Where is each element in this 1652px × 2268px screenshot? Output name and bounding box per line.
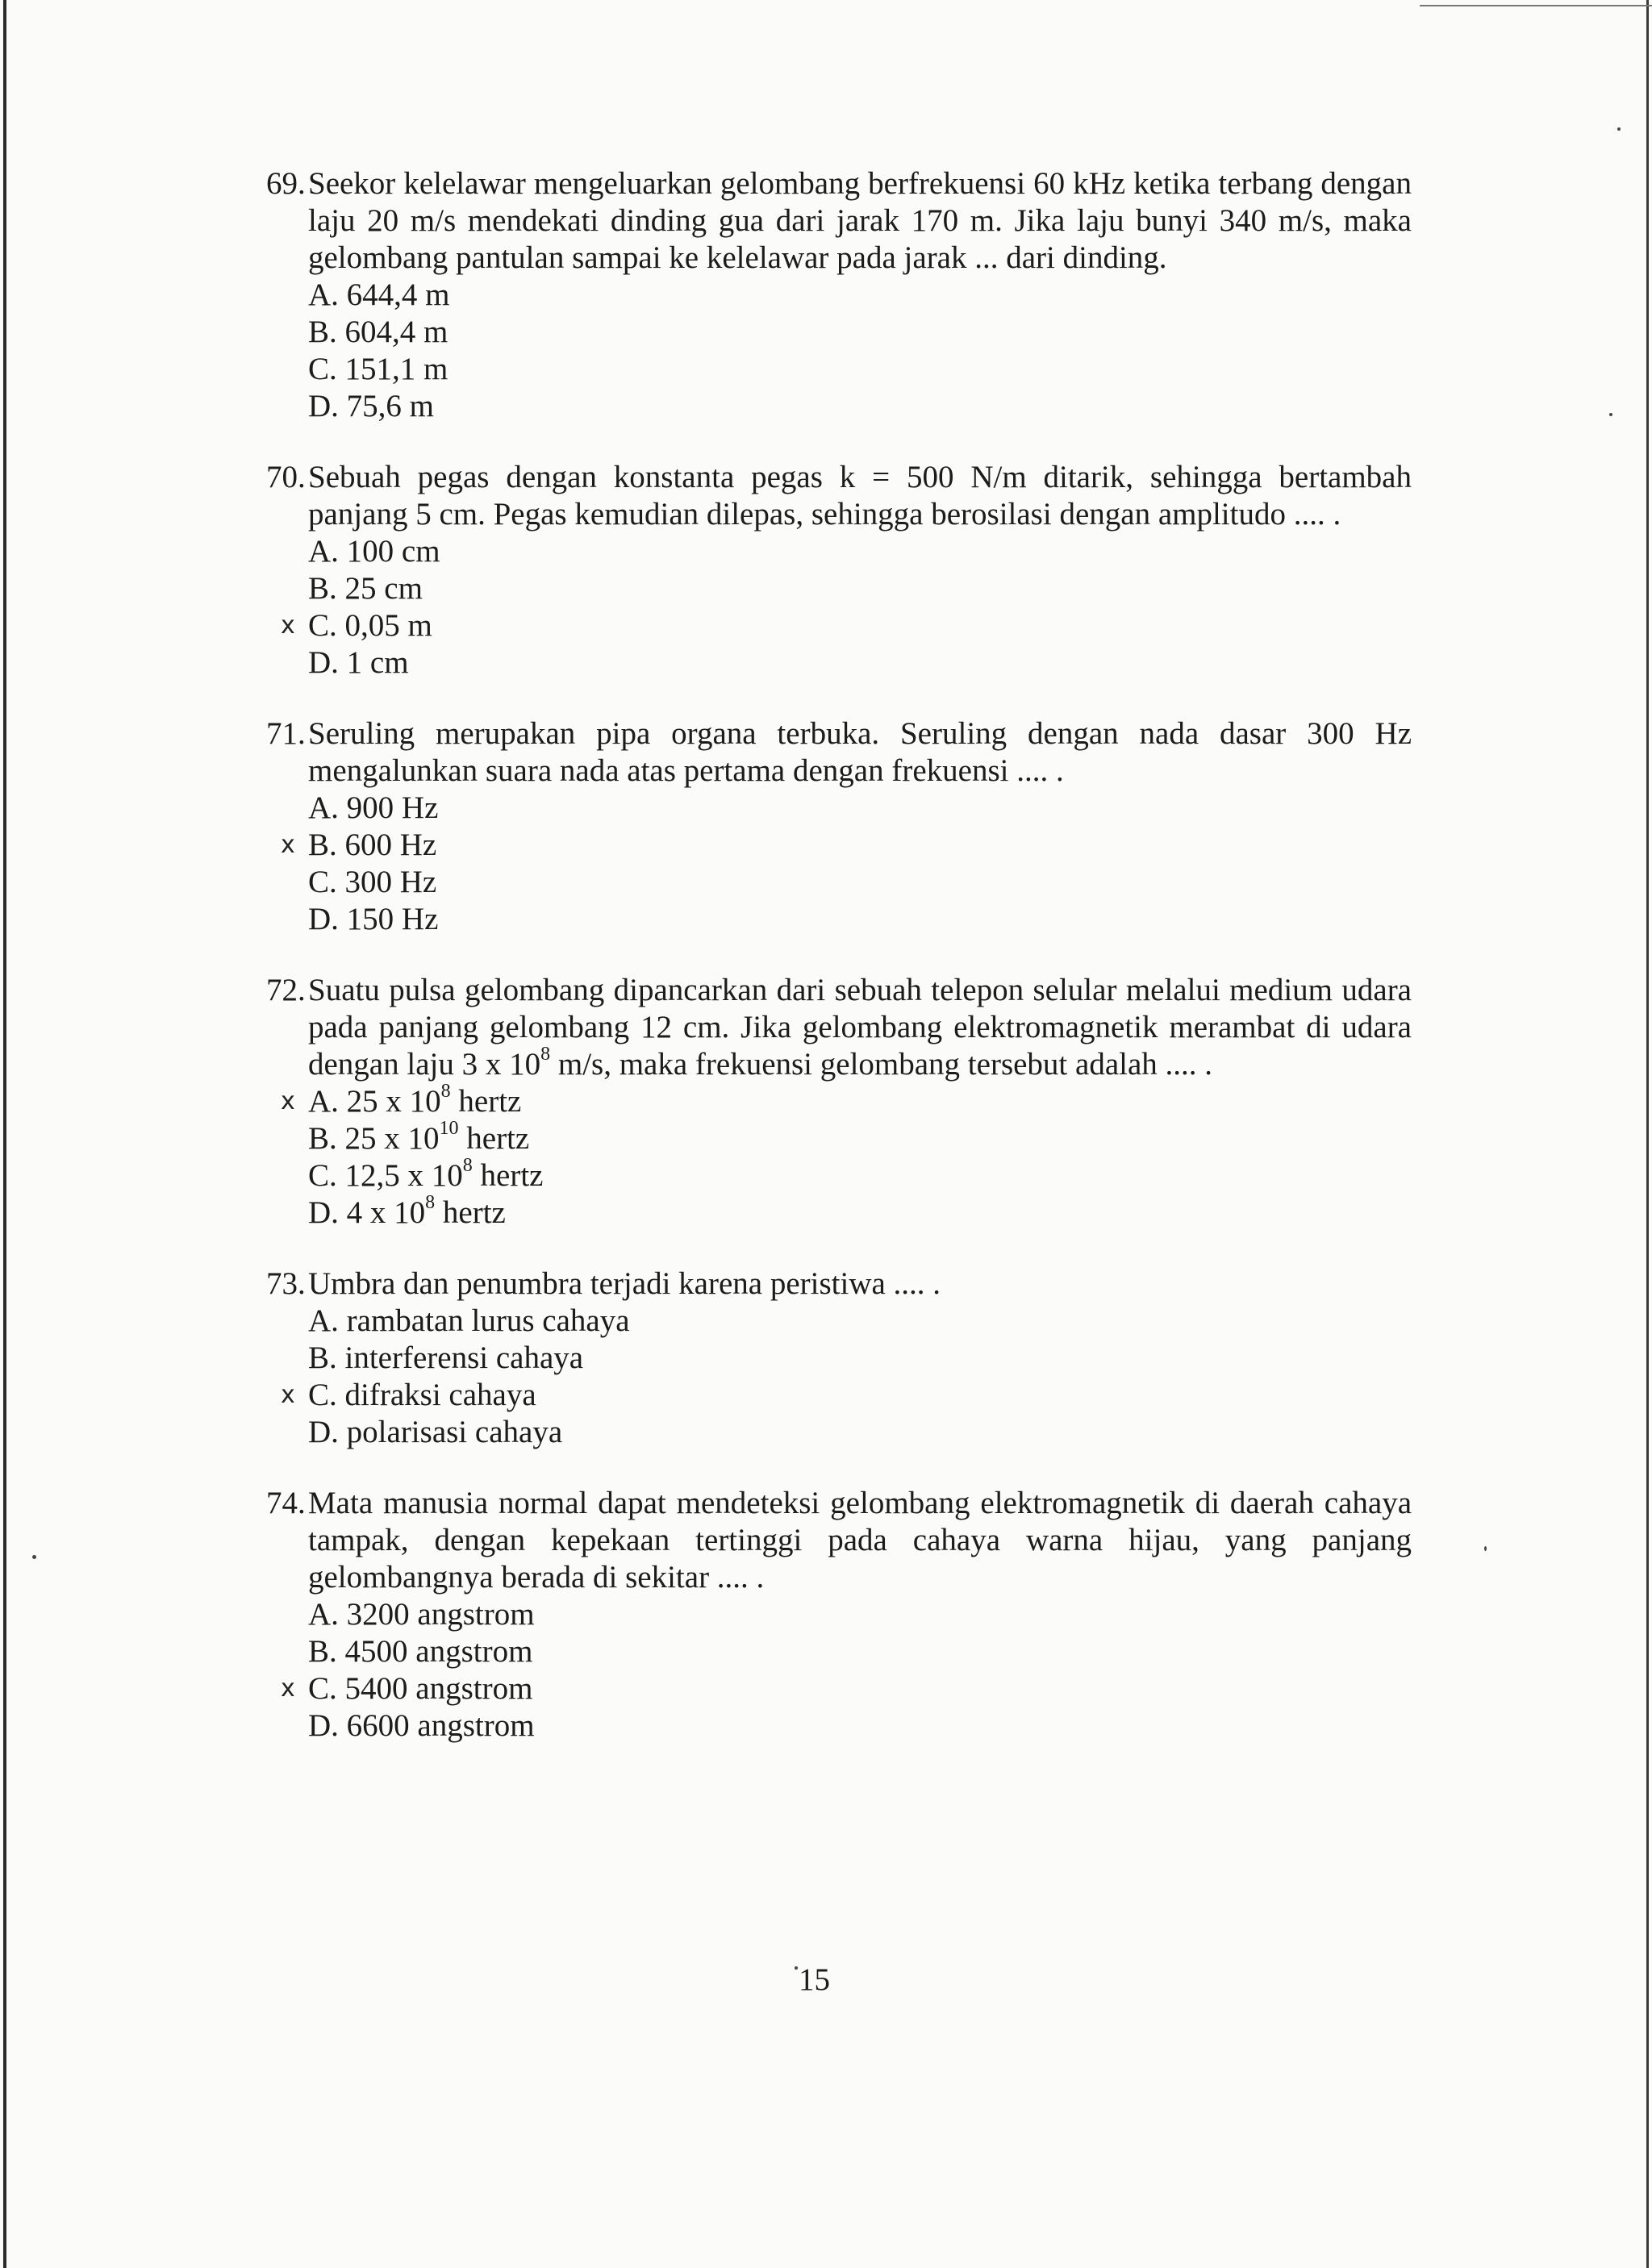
- question-72: [266, 972, 1412, 1232]
- option-label: C.: [308, 1671, 337, 1706]
- option-label: B.: [308, 828, 337, 862]
- option-d[interactable]: [308, 1414, 1412, 1451]
- scan-speck: [795, 1966, 798, 1970]
- option-label: A.: [308, 1303, 339, 1338]
- option-b[interactable]: [308, 570, 1412, 607]
- scan-speck: [1484, 1546, 1487, 1551]
- question-text: Seruling merupakan pipa organa terbuka. Seruling dengan nada dasar 300 Hz mengalunkan suara nada atas pertama dengan frekuensi .... .: [308, 716, 1412, 788]
- option-text: 4 x $10^8$ hertz: [346, 1192, 506, 1230]
- option-text: 3200 angstrom: [346, 1597, 535, 1632]
- question-71: [266, 715, 1412, 938]
- option-b[interactable]: [308, 1340, 1412, 1377]
- scan-speck: [1617, 127, 1621, 131]
- option-label: B.: [308, 1121, 337, 1156]
- handwritten-answer-mark: x: [281, 831, 295, 859]
- scan-speck: [1609, 413, 1612, 416]
- option-list: [281, 790, 1412, 938]
- option-label: D.: [308, 902, 339, 936]
- option-label: A.: [308, 277, 339, 312]
- option-text: 300 Hz: [344, 865, 437, 899]
- option-text: rambatan lurus cahaya: [346, 1303, 630, 1338]
- option-text: 151,1 m: [344, 352, 448, 386]
- question-text: Sebuah pegas dengan konstanta pegas k = 500 N/m ditarik, sehingga bertambah panjang 5 cm. Pegas kemudian dilepas, sehingga berosilasi dengan amplitudo .... .: [308, 460, 1412, 532]
- option-text: 600 Hz: [344, 828, 437, 862]
- option-a[interactable]: [281, 1081, 1412, 1120]
- question-text: Mata manusia normal dapat mendeteksi gelombang elektromagnetik di daerah cahaya tampak, dengan kepekaan tertinggi pada cahaya warna hijau, yang panjang gelombangnya berada di sekitar .... .: [308, 1486, 1412, 1595]
- option-label: A.: [308, 1597, 339, 1632]
- option-label: C.: [308, 608, 337, 643]
- option-label: A.: [308, 534, 339, 569]
- option-label: A.: [308, 1084, 339, 1119]
- option-c[interactable]: [308, 351, 1412, 388]
- option-a[interactable]: [308, 790, 1412, 827]
- option-d[interactable]: [308, 1707, 1412, 1745]
- option-text: polarisasi cahaya: [346, 1415, 563, 1449]
- option-label: D.: [308, 1415, 339, 1449]
- question-number: 73.: [266, 1266, 306, 1301]
- option-d[interactable]: [308, 644, 1412, 682]
- option-list: [281, 1081, 1412, 1232]
- option-list: [308, 277, 1412, 425]
- scan-edge-right: [1646, 0, 1649, 2268]
- option-text: 6600 angstrom: [346, 1708, 535, 1743]
- question-text: Seekor kelelawar mengeluarkan gelombang berfrekuensi 60 kHz ketika terbang dengan laju 20 m/s mendekati dinding gua dari jarak 170 m. Jika laju bunyi 340 m/s, maka gelombang pantulan sampai ke kelelawar pada jarak ... dari dinding.: [308, 166, 1412, 275]
- option-list: [281, 1596, 1412, 1745]
- handwritten-answer-mark: x: [281, 1381, 295, 1409]
- option-c[interactable]: [281, 1670, 1412, 1707]
- question-70: [266, 459, 1412, 682]
- option-label: C.: [308, 1378, 337, 1412]
- option-text: interferensi cahaya: [344, 1340, 584, 1375]
- option-label: C.: [308, 352, 337, 386]
- option-b[interactable]: [308, 314, 1412, 351]
- option-text: 1 cm: [346, 645, 409, 680]
- handwritten-answer-mark: x: [281, 1087, 295, 1115]
- option-a[interactable]: [308, 277, 1412, 314]
- option-a[interactable]: [308, 1596, 1412, 1633]
- option-c[interactable]: [281, 1377, 1412, 1414]
- option-text: difraksi cahaya: [344, 1378, 536, 1412]
- page-number: 15: [799, 1962, 830, 1997]
- question-number: 70.: [266, 460, 306, 494]
- option-label: B.: [308, 1634, 337, 1669]
- question-number: 72.: [266, 973, 306, 1007]
- option-list: [281, 533, 1412, 682]
- option-text: 900 Hz: [346, 790, 439, 825]
- option-text: 25 x $10^{10}$ hertz: [344, 1118, 530, 1156]
- option-c[interactable]: [308, 1157, 1412, 1194]
- option-d[interactable]: [308, 388, 1412, 425]
- option-text: 5400 angstrom: [344, 1671, 533, 1706]
- question-69: [266, 165, 1412, 425]
- option-text: 25 cm: [344, 571, 423, 606]
- option-label: B.: [308, 1340, 337, 1375]
- option-text: 4500 angstrom: [344, 1634, 533, 1669]
- option-label: D.: [308, 389, 339, 423]
- option-text: 75,6 m: [346, 389, 435, 423]
- option-d[interactable]: [308, 901, 1412, 938]
- question-text: Umbra dan penumbra terjadi karena peristiwa .... .: [308, 1266, 941, 1301]
- option-label: C.: [308, 1158, 337, 1193]
- option-b[interactable]: [308, 1633, 1412, 1670]
- option-label: C.: [308, 865, 337, 899]
- option-list: [281, 1303, 1412, 1451]
- option-c[interactable]: [308, 864, 1412, 901]
- option-label: B.: [308, 571, 337, 606]
- option-label: B.: [308, 315, 337, 349]
- question-text: Suatu pulsa gelombang dipancarkan dari sebuah telepon selular melalui medium udara pada panjang gelombang 12 cm. Jika gelombang elektromagnetik merambat di udara dengan laju 3 x $10^8$ m/s, maka frekuensi gelombang tersebut adalah .... .: [308, 973, 1412, 1082]
- option-d[interactable]: [308, 1194, 1412, 1232]
- scan-speck: [32, 1555, 36, 1559]
- option-text: 12,5 x $10^8$ hertz: [344, 1155, 544, 1193]
- option-text: 100 cm: [346, 534, 440, 569]
- question-list: [266, 165, 1412, 1778]
- option-label: A.: [308, 790, 339, 825]
- option-a[interactable]: [308, 533, 1412, 570]
- question-73: [266, 1265, 1412, 1451]
- question-74: [266, 1485, 1412, 1745]
- option-label: D.: [308, 1708, 339, 1743]
- option-label: D.: [308, 645, 339, 680]
- option-a[interactable]: [308, 1303, 1412, 1340]
- option-b[interactable]: [308, 1120, 1412, 1157]
- option-text: 150 Hz: [346, 902, 439, 936]
- question-number: 69.: [266, 166, 306, 201]
- scan-edge-top: [1420, 5, 1652, 6]
- option-text: 0,05 m: [344, 608, 432, 643]
- handwritten-answer-mark: x: [281, 1674, 295, 1703]
- option-c[interactable]: [281, 607, 1412, 644]
- handwritten-answer-mark: x: [281, 611, 295, 640]
- option-b[interactable]: [281, 827, 1412, 864]
- option-text: 604,4 m: [344, 315, 448, 349]
- option-text: 644,4 m: [346, 277, 450, 312]
- scan-edge-left: [3, 0, 6, 2268]
- question-number: 71.: [266, 716, 306, 751]
- option-text: 25 x $10^8$ hertz: [346, 1081, 522, 1119]
- option-label: D.: [308, 1195, 339, 1230]
- question-number: 74.: [266, 1486, 306, 1520]
